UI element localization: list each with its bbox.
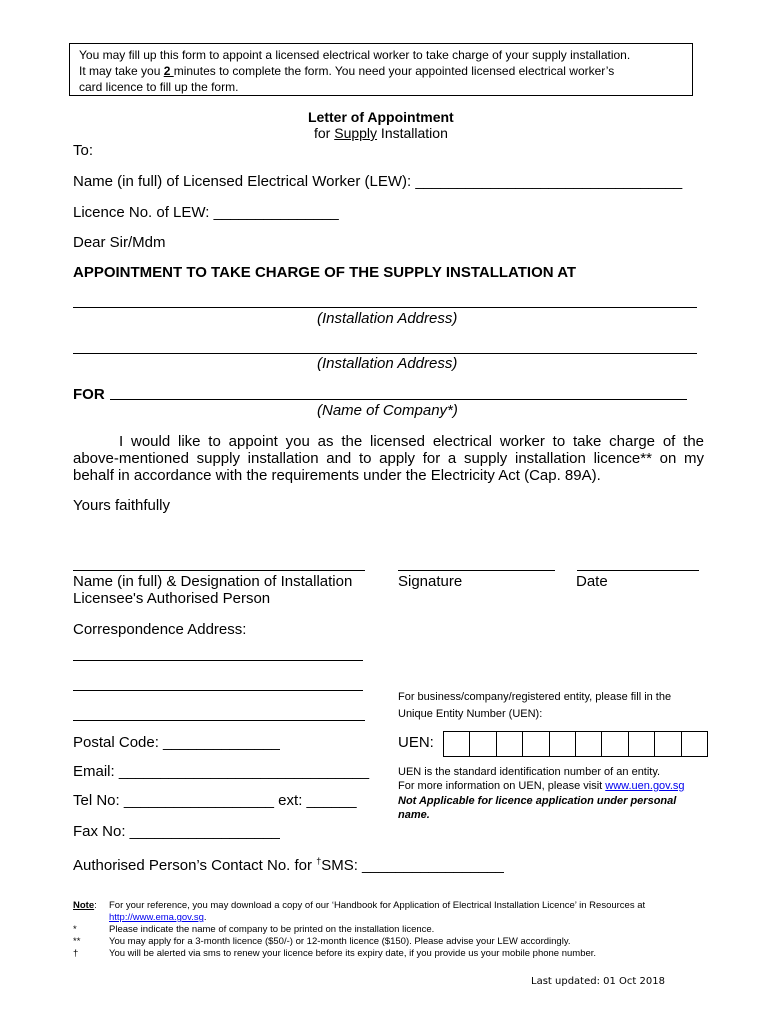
- star-note-row: [73, 924, 645, 936]
- installation-address-line-1[interactable]: [73, 307, 697, 308]
- note-key: [73, 900, 109, 924]
- company-caption: (Name of Company*): [317, 402, 458, 419]
- intro-line-1: You may fill up this form to appoint a licensed electrical worker to take charge of your supply installation.: [79, 48, 631, 62]
- sms-label-end: SMS: _________________: [321, 857, 504, 874]
- double-star-note-row: [73, 936, 645, 948]
- uen-cell[interactable]: [576, 732, 602, 756]
- double-star-note-text: You may apply for a 3-month licence ($50/-) or 12-month licence ($150). Please advise your LEW accordingly.: [109, 936, 571, 947]
- uen-info-1: UEN is the standard identification number of an entity.: [398, 766, 661, 778]
- dagger-key: †: [73, 948, 79, 959]
- note-key-text: Note: [73, 900, 95, 911]
- date-line[interactable]: [577, 570, 699, 571]
- uen-cell[interactable]: [682, 732, 707, 756]
- intro-minutes: 2: [163, 64, 174, 78]
- uen-input-boxes[interactable]: [443, 731, 708, 757]
- double-star-key: **: [73, 936, 81, 947]
- sms-contact-field[interactable]: [73, 856, 504, 874]
- star-key: *: [73, 924, 77, 935]
- star-note-text: Please indicate the name of company to be printed on the installation licence.: [109, 924, 435, 935]
- closing: Yours faithfully: [73, 497, 171, 514]
- company-name-line[interactable]: [110, 399, 687, 400]
- note-text: [109, 900, 645, 924]
- dagger-note-row: [73, 948, 645, 960]
- correspondence-label: Correspondence Address:: [73, 621, 247, 638]
- intro-box: [69, 43, 693, 96]
- lew-licence-field[interactable]: Licence No. of LEW: _______________: [73, 204, 339, 221]
- uen-cell[interactable]: [470, 732, 496, 756]
- installation-address-caption-1: (Installation Address): [317, 310, 458, 327]
- email-field[interactable]: Email: ______________________________: [73, 763, 370, 780]
- correspondence-address-line-1[interactable]: [73, 660, 363, 661]
- ema-website-link[interactable]: http://www.ema.gov.sg: [109, 912, 204, 923]
- subtitle-end: Installation: [377, 125, 448, 141]
- correspondence-address-line-2[interactable]: [73, 690, 363, 691]
- to-label: To:: [73, 142, 94, 159]
- footnotes: [73, 900, 645, 960]
- intro-line-2-start: It may take you: [79, 64, 164, 78]
- note-key-colon: :: [94, 900, 97, 911]
- authorised-person-label-2: Licensee's Authorised Person: [73, 590, 271, 607]
- salutation: Dear Sir/Mdm: [73, 234, 166, 251]
- signature-label: Signature: [398, 573, 463, 590]
- uen-not-applicable-2: name.: [398, 809, 430, 821]
- uen-cell[interactable]: [602, 732, 628, 756]
- body-line-2: above-mentioned supply installation and to apply for a supply installation licence** on my: [73, 450, 704, 467]
- fax-field[interactable]: Fax No: __________________: [73, 823, 280, 840]
- correspondence-address-line-3[interactable]: [73, 720, 365, 721]
- body-line-3: behalf in accordance with the requirements under the Electricity Act (Cap. 89A).: [73, 467, 601, 484]
- form-subtitle: [314, 125, 448, 141]
- uen-not-applicable-1: Not Applicable for licence application under personal: [398, 795, 677, 807]
- uen-cell[interactable]: [444, 732, 470, 756]
- authorised-person-label-1: Name (in full) & Designation of Installation: [73, 573, 353, 590]
- date-label: Date: [576, 573, 608, 590]
- uen-website-link[interactable]: www.uen.gov.sg: [605, 780, 685, 792]
- uen-instruction-1: For business/company/registered entity, please fill in the: [398, 691, 672, 703]
- uen-instruction-2: Unique Entity Number (UEN):: [398, 708, 543, 720]
- uen-cell[interactable]: [550, 732, 576, 756]
- intro-line-2: [79, 63, 683, 79]
- postal-code-field[interactable]: Postal Code: ______________: [73, 734, 280, 751]
- dagger-mark: †: [316, 856, 322, 866]
- lew-name-field[interactable]: Name (in full) of Licensed Electrical Worker (LEW): ________________________________: [73, 173, 683, 190]
- installation-address-line-2[interactable]: [73, 353, 697, 354]
- dagger-note-text: You will be alerted via sms to renew your licence before its expiry date, if you provide us your mobile phone number.: [109, 948, 597, 959]
- intro-line-3: card licence to fill up the form.: [79, 80, 239, 94]
- subject-heading: APPOINTMENT TO TAKE CHARGE OF THE SUPPLY INSTALLATION AT: [73, 264, 577, 281]
- uen-cell[interactable]: [629, 732, 655, 756]
- uen-label: UEN:: [398, 734, 434, 751]
- body-line-1: I would like to appoint you as the licensed electrical worker to take charge of the: [119, 433, 704, 450]
- uen-cell[interactable]: [523, 732, 549, 756]
- uen-info-2-text: For more information on UEN, please visit: [398, 780, 606, 792]
- form-title: Letter of Appointment: [308, 109, 454, 125]
- for-label: FOR: [73, 386, 105, 403]
- last-updated: Last updated: 01 Oct 2018: [531, 976, 665, 987]
- tel-field[interactable]: Tel No: __________________ ext: ______: [73, 792, 357, 809]
- uen-info-2: [398, 780, 685, 792]
- subtitle-start: for: [314, 125, 335, 141]
- uen-cell[interactable]: [655, 732, 681, 756]
- authorised-person-name-line[interactable]: [73, 570, 365, 571]
- note-end-dot: .: [203, 912, 207, 923]
- intro-line-2-end: minutes to complete the form. You need your appointed licensed electrical worker’s: [173, 64, 615, 78]
- installation-address-caption-2: (Installation Address): [317, 355, 458, 372]
- signature-line[interactable]: [398, 570, 555, 571]
- uen-cell[interactable]: [497, 732, 523, 756]
- note-text-1: For your reference, you may download a copy of our ‘Handbook for Application of Electrical Installation Licence’ in Resources at: [109, 900, 646, 911]
- note-row: [73, 900, 645, 924]
- sms-label-start: Authorised Person’s Contact No. for: [73, 857, 317, 874]
- subtitle-supply: Supply: [334, 125, 378, 141]
